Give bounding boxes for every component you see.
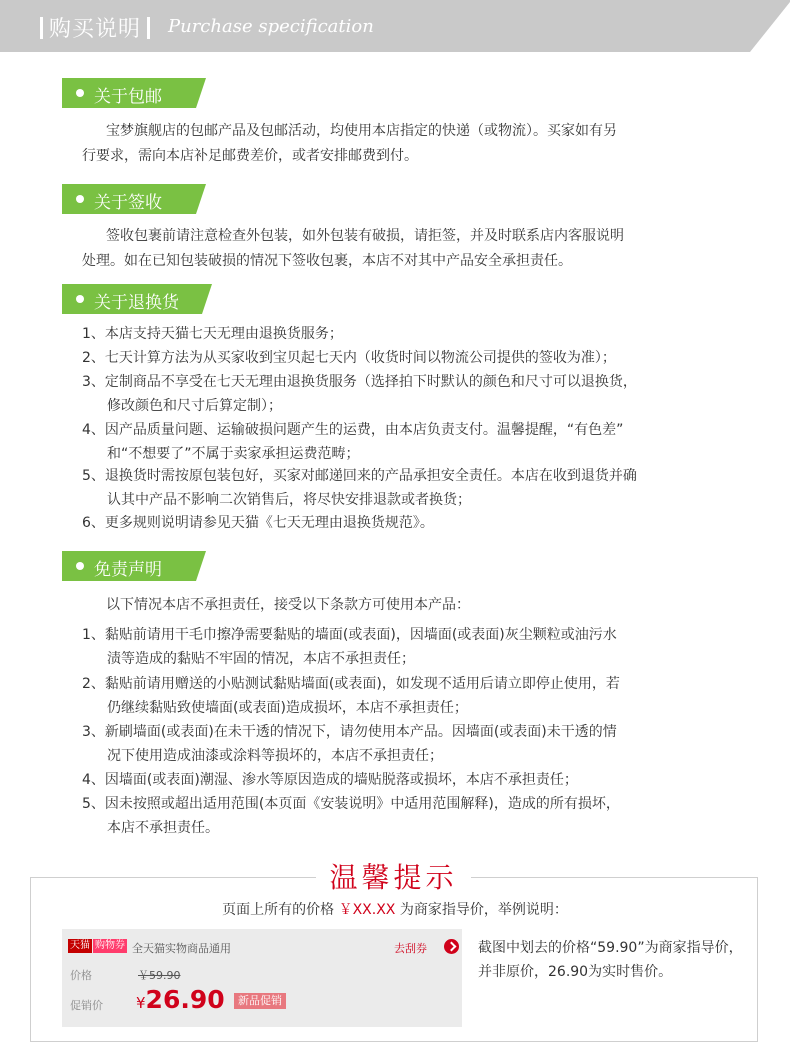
section-heading-receipt	[62, 184, 206, 214]
returns-item-3: 3、定制商品不享受在七天无理由退换货服务（选择拍下时默认的颜色和尺寸可以退换货，	[82, 374, 637, 390]
section-title: 关于签收	[94, 193, 162, 213]
receipt-line-2: 处理。如在已知包装破损的情况下签收包裹，本店不对其中产品安全承担责任。	[82, 253, 572, 269]
returns-item-3-cont: 修改颜色和尺寸后算定制）；	[107, 398, 282, 414]
tmall-logo: 天猫	[70, 940, 90, 951]
old-price: ￥59.90	[138, 969, 181, 982]
section-title: 免责声明	[94, 560, 162, 580]
promo-price-value: 26.90	[145, 985, 225, 1014]
returns-item-2: 2、七天计算方法为从买家收到宝贝起七天内（收货时间以物流公司提供的签收为准）；	[82, 350, 616, 366]
bullet-dot-icon	[76, 562, 84, 570]
chevron-right-icon[interactable]	[444, 939, 459, 954]
section-heading-shipping	[62, 78, 206, 108]
bullet-dot-icon	[76, 89, 84, 97]
price-example-card	[62, 929, 462, 1027]
disclaimer-item-3: 3、新刷墙面(或表面)在未干透的情况下，请勿使用本产品。因墙面(或表面)未干透的情	[82, 724, 617, 740]
disclaimer-intro: 以下情况本店不承担责任，接受以下条款方可使用本产品：	[106, 597, 470, 613]
tip-title: 温馨提示	[316, 856, 471, 896]
shipping-line-2: 行要求，需向本店补足邮费差价，或者安排邮费到付。	[82, 148, 418, 164]
promo-price-label: 促销价	[70, 999, 103, 1012]
section-heading-disclaimer	[62, 551, 206, 581]
header-divider	[40, 17, 43, 39]
disclaimer-item-4: 4、因墙面(或表面)潮湿、渗水等原因造成的墙贴脱落或损坏，本店不承担责任；	[82, 772, 578, 788]
coupon-description: 全天猫实物商品通用	[132, 942, 231, 955]
section-title: 关于退换货	[94, 293, 179, 313]
tip-line-after: 为商家指导价，举例说明：	[399, 902, 568, 918]
disclaimer-item-1: 1、黏贴前请用干毛巾擦净需要黏贴的墙面(或表面)，因墙面(或表面)灰尘颗粒或油污水	[82, 627, 617, 643]
disclaimer-item-1-cont: 渍等造成的黏贴不牢固的情况，本店不承担责任；	[107, 651, 415, 667]
header-title: 购买说明	[49, 17, 142, 42]
currency-symbol: ¥	[136, 994, 146, 1012]
disclaimer-item-5: 5、因未按照或超出适用范围(本页面《安装说明》中适用范围解释)，造成的所有损坏，	[82, 796, 620, 812]
tip-price-sample: ￥XX.XX	[338, 902, 396, 918]
returns-item-4-cont: 和“不想要了”不属于卖家承担运费范畴；	[107, 446, 360, 462]
returns-item-6: 6、更多规则说明请参见天猫《七天无理由退换货规范》。	[82, 515, 434, 531]
bullet-dot-icon	[76, 195, 84, 203]
disclaimer-item-3-cont: 况下使用造成油漆或涂料等损坏的，本店不承担责任；	[107, 748, 443, 764]
returns-item-5-cont: 认其中产品不影响二次销售后，将尽快安排退款或者换货；	[107, 492, 471, 508]
section-title: 关于包邮	[94, 87, 162, 107]
disclaimer-item-2: 2、黏贴前请用赠送的小贴测试黏贴墙面(或表面)，如发现不适用后请立即停止使用，若	[82, 676, 620, 692]
price-explanation-text: 截图中划去的价格“59.90”为商家指导价，并非原价，26.90为实时售价。	[478, 940, 743, 980]
price-label: 价格	[70, 969, 92, 982]
header-subtitle: Purchase specification	[168, 16, 374, 37]
tmall-coupon-badge	[68, 939, 127, 953]
section-heading-returns	[62, 284, 212, 314]
header-title-group	[34, 12, 156, 43]
receipt-line-1: 签收包裹前请注意检查外包装，如外包装有破损，请拒签，并及时联系店内客服说明	[106, 228, 624, 244]
returns-item-4: 4、因产品质量问题、运输破损问题产生的运费，由本店负责支付。温馨提醒，“有色差”	[82, 422, 624, 438]
scratch-coupon-link[interactable]: 去刮券	[394, 942, 427, 955]
bullet-dot-icon	[76, 295, 84, 303]
returns-item-1: 1、本店支持天猫七天无理由退换货服务；	[82, 326, 343, 342]
returns-item-5: 5、退换货时需按原包装包好，买家对邮递回来的产品承担安全责任。本店在收到退货并确	[82, 468, 637, 484]
header-divider	[147, 17, 150, 39]
tip-line-before: 页面上所有的价格	[222, 902, 335, 918]
shipping-line-1: 宝梦旗舰店的包邮产品及包邮活动，均使用本店指定的快递（或物流）。买家如有另	[106, 123, 617, 139]
disclaimer-item-2-cont: 仍继续黏贴致使墙面(或表面)造成损坏，本店不承担责任；	[107, 700, 468, 716]
coupon-tag: 购物券	[95, 940, 125, 951]
disclaimer-item-5-cont: 本店不承担责任。	[107, 820, 219, 836]
new-promo-badge: 新品促销	[234, 993, 286, 1009]
tip-explanation	[0, 899, 790, 919]
promo-price	[136, 985, 225, 1014]
header-bar	[0, 0, 790, 52]
